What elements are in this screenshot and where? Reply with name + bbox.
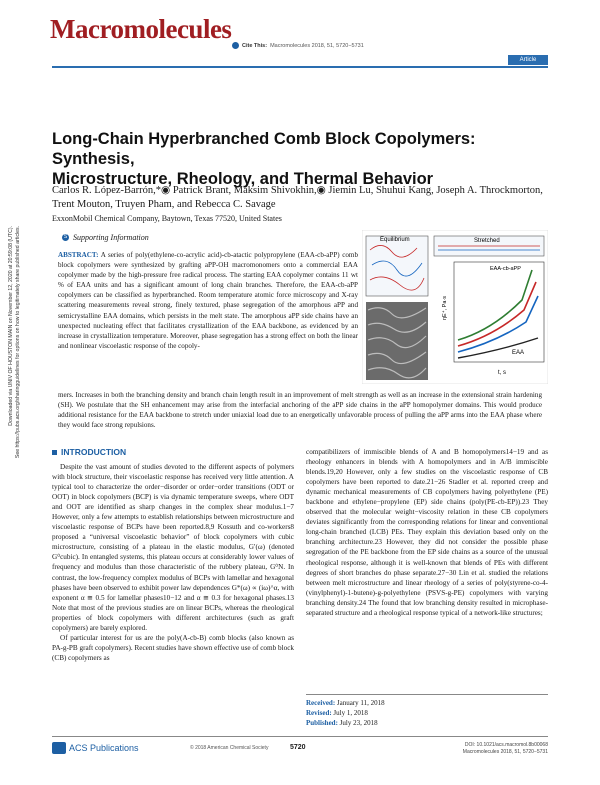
toc-legend-label: EAA-cb-aPP <box>490 266 521 272</box>
intro-heading <box>52 447 126 457</box>
cite-this-bar[interactable] <box>232 42 364 49</box>
equilibrium-panel <box>366 236 428 296</box>
title-line: Microstructure, Rheology, and Thermal Behavior <box>52 170 434 188</box>
intro-heading-text: INTRODUCTION <box>61 447 127 457</box>
strain-hardening-plot <box>454 262 544 362</box>
doi-block <box>420 742 548 756</box>
publisher-name: ACS Publications <box>69 743 139 753</box>
paragraph: Despite the vast amount of studies devoted to the different aspects of polymers with block structure, their viscoelastic response has received very little attention. A typical tool to characterize the order−disorder or order−order transitions (ODT or OOT) in block copolymers (BCP) is via dynamic temperature sweeps, where ODT and OOT are identified as sharp changes in the complex shear modulus.1−7 However, only a few attempts to establish relationships between microstructure and viscoelastic response of BCPs have been reported.8,9 Kossuth and co-workers8 proposed a “universal viscoelastic behavior” of block copolymers with cubic microstructure, consisting of a plateau in the elastic modulus, G′(ω) (denoted G⁰cubic). In entangled systems, this plateau occurs at considerably lower values of frequency and modulus than those characteristic of the rubbery plateau, G⁰N. In contrast, the low-frequency complex modulus of BCPs with lamellar and hexagonal phases have been observed to exhibit power law dependences G*(ω) ∝ (iω)^α, with exponent α ≅ 0.5 for lamellar phases10−12 and α ≅ 0.3 for hexagonal phases.13 Note that most of the previous studies are on linear BCPs, whereas the rheological properties of block copolymers with different architectures (such as graft copolymers) are barely explored. <box>52 463 294 632</box>
author-list[interactable]: Carlos R. López-Barrón,*◉ Patrick Brant, Maksim Shivokhin,◉ Jiemin Lu, Shuhui Kang, Joseph A. Throckmorton, Trent Mouton, Truyen Pham, and Rebecca C. Savage <box>52 185 543 210</box>
body-column-left <box>52 462 294 663</box>
copyright: © 2018 American Chemical Society <box>190 745 269 751</box>
abstract-continued: mers. Increases in both the branching density and branch chain length result in an improvement of melt strength as well as an increase in the extensional strain hardening (SH). We postulate that the SH enhancement may arise from the interfacial anchoring of the aPP side chains in the aPP homopolymer domains. This would produce additional resistance for the EAA backbone to stretch under uniaxial load due to an energetically unfavorable process of pulling the aPP arms into the EAA phase where they would face strong repulsions. <box>58 391 542 430</box>
supporting-info-link[interactable] <box>62 233 149 242</box>
published-date: Published: July 23, 2018 <box>306 719 378 727</box>
title-line: Long-Chain Hyperbranched Comb Block Copolymers: Synthesis, <box>52 130 476 168</box>
acs-logo-icon <box>52 742 66 754</box>
toc-y-label: ηE⁺, Pa·s <box>442 296 448 320</box>
article-type-badge: Article <box>508 55 548 65</box>
abstract-text <box>58 250 358 351</box>
sidebar-download-notice: Downloaded via UNIV OF HOUSTON MAIN on November 12, 2020 at 20:59:08 (UTC). <box>8 226 14 426</box>
acs-publications-logo[interactable] <box>52 742 139 754</box>
affiliation: ExxonMobil Chemical Company, Baytown, Texas 77520, United States <box>52 214 282 223</box>
paragraph: compatibilizers of immiscible blends of A and B homopolymers14−19 and as rheology enhancers in blends with A homopolymers and in A/B immiscible blends.19,20 However, only a few studies on the viscoelastic response of CB copolymers have been reported to date.21−26 Stadler et al. reported creep and dynamic mechanical measurements of CB copolymers having polyethylene (PE) backbone and ethylene−propylene (EP) side chains (poly(PE-cb-EP)).23 They observed that the molecular weight−viscosity relation in these CB copolymers deviates significantly from the corresponding relations for linear and conventional long-chain branched (LCB) PEs. They explain this deviation based only on the branching architecture.23 However, they did not consider the possible phase segregation of the PE backbone from the EP side chains as a source of the unusual rheological response, although it is well-known that blends of PEs with different degrees of short branches do phase separate.27−30 Lin et al. studied the relations between melt microstructure and linear rheology of a series of poly(styrene-co-4-(vinylphenyl)-1-butene)-g-polyethylene (PSVS-g-PE) copolymers with varying branching density.24 The found that low branching density resulted in microphase-separated structure and a rheological response typical of a network-like structures; <box>306 448 548 617</box>
abstract-body: A series of poly(ethylene-co-acrylic acid)-cb-atactic polypropylene (EAA-cb-aPP) comb block copolymers were synthesized by grafting aPP-OH macromonomers onto a commercial EAA copolymer made by the high-pressure free radical process. The starting EAA copolymer contains 11 wt % of EAA units and has a significant amount of long chain branches. Therefore, the EAA-cb-aPP copolymers can be classified as hyperbranched. Room temperature atomic force microscopy and X-ray scattering measurements reveal strong, finely textured, phase segregation of the amorphous aPP and semicrystalline EAA domains, which persists in the melt state. The amorphous aPP side chains have an unexpected nucleating effect that facilitates crystallization of the EAA backbone, as evidenced by an increase in crystallization temperature. Moreover, phase segregation has a strong effect on both the linear and nonlinear viscoelastic response of the copoly- <box>58 251 358 350</box>
article-title <box>52 129 552 189</box>
section-marker-icon <box>52 450 57 455</box>
article-dates <box>306 694 548 728</box>
toc-x-label: t, s <box>498 370 507 376</box>
footer-divider <box>52 736 548 737</box>
header-divider <box>52 66 548 68</box>
cite-reference[interactable]: Macromolecules 2018, 51, 5720−5731 <box>270 42 364 49</box>
info-icon: S <box>63 234 68 240</box>
body-column-right <box>306 447 548 618</box>
sidebar-sharing-notice[interactable]: See https://pubs.acs.org/sharingguidelines for options on how to legitimately share published articles. <box>15 226 21 459</box>
footer-citation: Macromolecules 2018, 51, 5720−5731 <box>462 749 548 755</box>
doi-link[interactable]: DOI: 10.1021/acs.macromol.8b00068 <box>464 742 548 748</box>
paragraph: Of particular interest for us are the poly(A-cb-B) comb blocks (also known as PA-g-PB graft copolymers). Recent studies have shown effective use of comb block (CB) copolymers as <box>52 633 294 662</box>
download-sidebar <box>8 226 21 566</box>
toc-stretched-label: Stretched <box>474 238 500 244</box>
page-number: 5720 <box>290 744 306 751</box>
cite-label: Cite This: <box>242 42 268 49</box>
journal-logo[interactable]: Macromolecules <box>50 14 232 44</box>
cite-icon <box>232 42 239 49</box>
received-date: Received: January 11, 2018 <box>306 699 385 707</box>
revised-date: Revised: July 1, 2018 <box>306 709 368 717</box>
toc-eaa-label: EAA <box>512 350 525 356</box>
toc-graphic <box>362 230 548 384</box>
toc-equilibrium-label: Equilibrium <box>380 237 410 243</box>
abstract-label: ABSTRACT: <box>58 251 99 259</box>
supporting-info-label: Supporting Information <box>73 233 149 242</box>
